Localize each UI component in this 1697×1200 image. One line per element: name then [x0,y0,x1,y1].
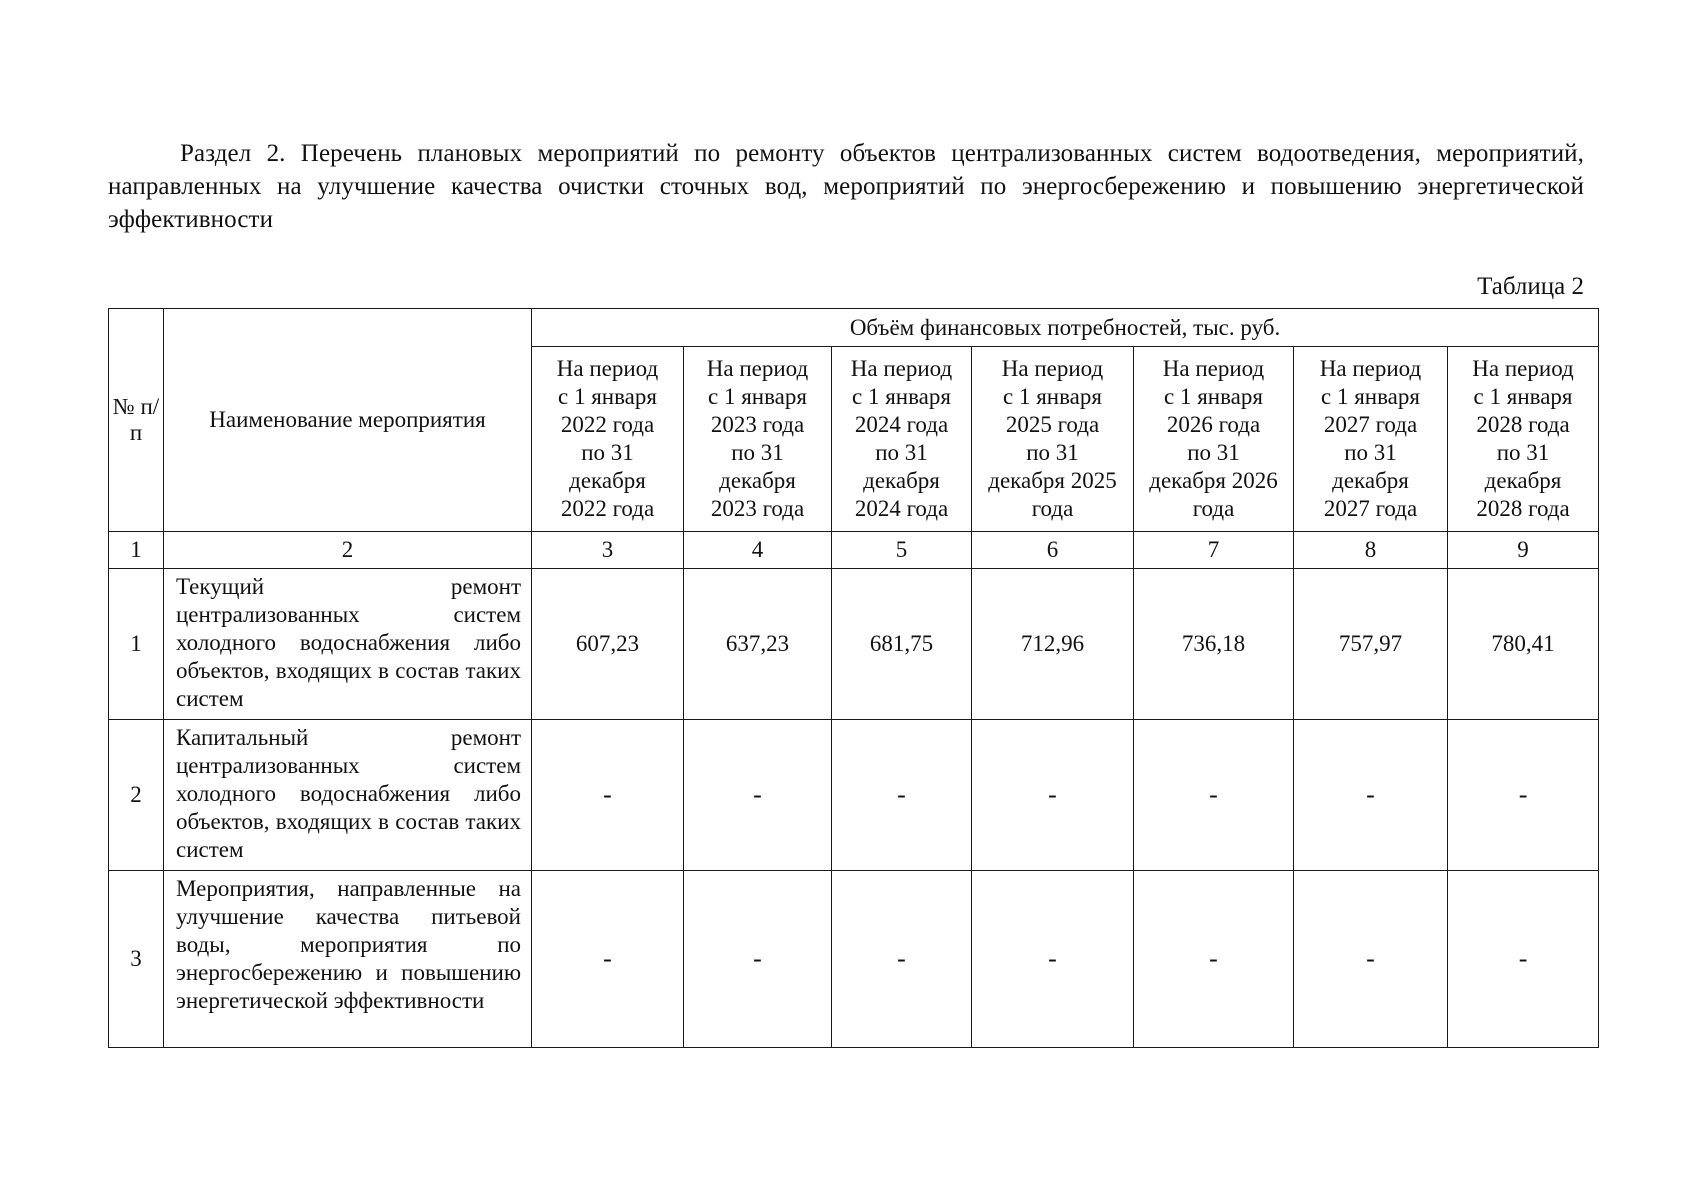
section-heading: Раздел 2. Перечень плановых мероприятий по ремонту объектов централизованных систем водоотведения, мероприятий, направленных на улучшение качества очистки сточных вод, мероприятий по энергосбережению и повышению энергетической эффективности [108,140,1584,233]
column-number: 6 [972,532,1134,569]
value-cell: - [832,720,972,871]
header-period-2025: На период с 1 января 2025 года по 31 декабря 2025 года [972,347,1134,532]
value-cell: - [1134,720,1294,871]
activity-name: Капитальный ремонт централизованных систем холодного водоснабжения либо объектов, входящих в состав таких систем [164,720,532,871]
column-number-row [109,532,1599,569]
row-number: 3 [109,871,164,1048]
column-number: 9 [1448,532,1599,569]
value-cell: - [532,720,684,871]
value-cell: 681,75 [832,569,972,720]
value-cell: - [532,871,684,1048]
activity-name: Мероприятия, направленные на улучшение качества питьевой воды, мероприятия по энергосбережению и повышению энергетической эффективности [164,871,532,1048]
value-cell: - [1134,871,1294,1048]
header-period-2022: На период с 1 января 2022 года по 31 декабря 2022 года [532,347,684,532]
value-cell: - [972,720,1134,871]
column-number: 4 [684,532,832,569]
column-number: 8 [1294,532,1448,569]
value-cell: 712,96 [972,569,1134,720]
table-label: Таблица 2 [1477,273,1584,300]
value-cell: 736,18 [1134,569,1294,720]
value-cell: 780,41 [1448,569,1599,720]
column-number: 5 [832,532,972,569]
header-group-financial: Объём финансовых потребностей, тыс. руб. [532,309,1599,347]
table-row [109,871,1599,1048]
value-cell: - [1294,720,1448,871]
value-cell: 637,23 [684,569,832,720]
plan-table [108,308,1599,1048]
value-cell: 607,23 [532,569,684,720]
column-number: 7 [1134,532,1294,569]
row-number: 2 [109,720,164,871]
value-cell: 757,97 [1294,569,1448,720]
row-number: 1 [109,569,164,720]
header-name: Наименование мероприятия [164,309,532,532]
header-num: № п/п [109,309,164,532]
value-cell: - [684,871,832,1048]
header-period-2026: На период с 1 января 2026 года по 31 декабря 2026 года [1134,347,1294,532]
column-number: 3 [532,532,684,569]
table-row [109,720,1599,871]
value-cell: - [972,871,1134,1048]
header-period-2023: На период с 1 января 2023 года по 31 декабря 2023 года [684,347,832,532]
column-number: 2 [164,532,532,569]
value-cell: - [832,871,972,1048]
table-row [109,569,1599,720]
column-number: 1 [109,532,164,569]
value-cell: - [684,720,832,871]
header-period-2028: На период с 1 января 2028 года по 31 декабря 2028 года [1448,347,1599,532]
value-cell: - [1448,871,1599,1048]
value-cell: - [1294,871,1448,1048]
header-period-2024: На период с 1 января 2024 года по 31 декабря 2024 года [832,347,972,532]
activity-name: Текущий ремонт централизованных систем холодного водоснабжения либо объектов, входящих в состав таких систем [164,569,532,720]
value-cell: - [1448,720,1599,871]
header-period-2027: На период с 1 января 2027 года по 31 декабря 2027 года [1294,347,1448,532]
